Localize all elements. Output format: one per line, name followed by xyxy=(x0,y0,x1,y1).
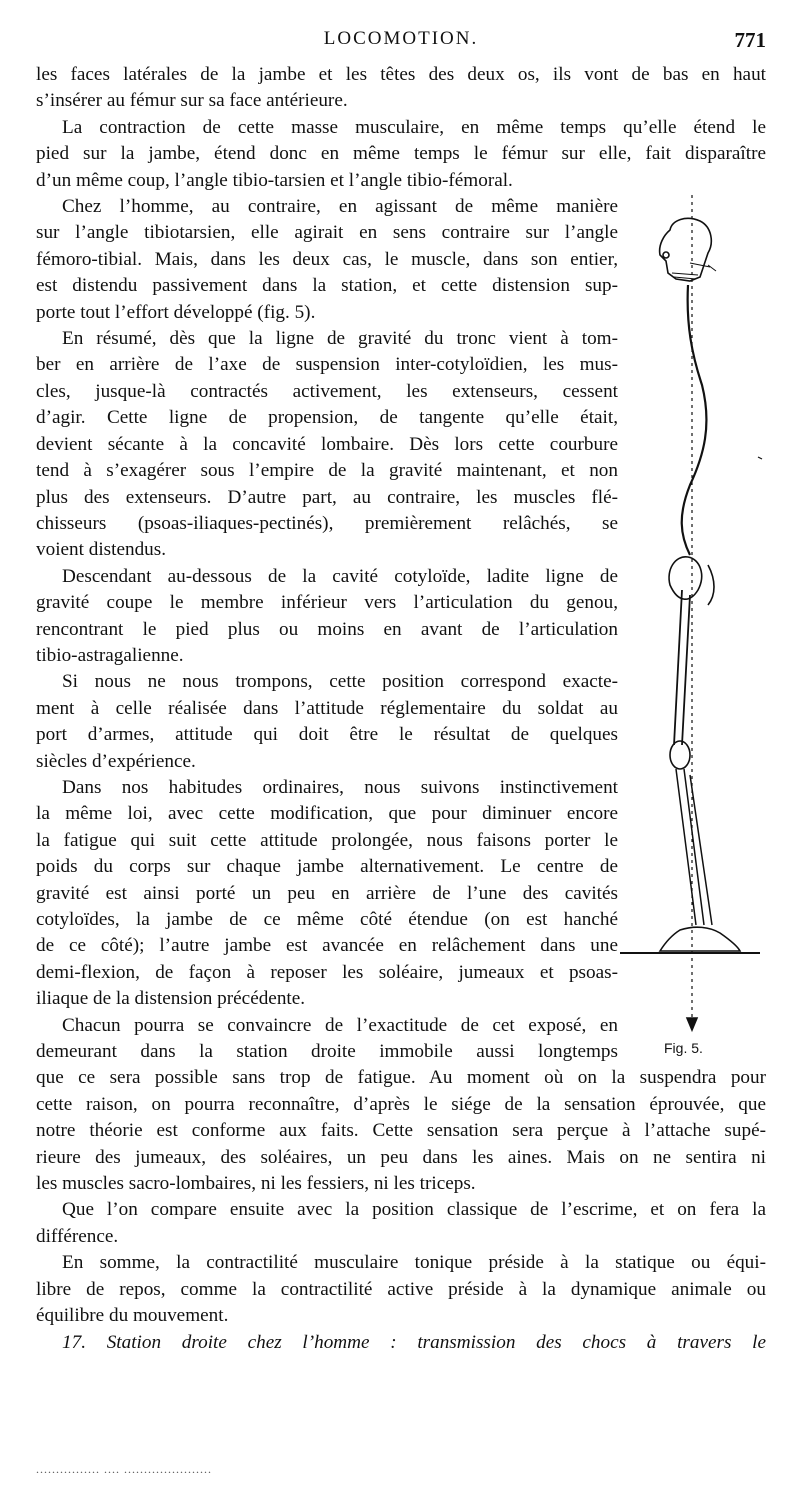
text-line: En somme, la contractilité musculaire tonique préside à la statique ou équi- xyxy=(62,1252,766,1274)
text-line: cotyloïdes, la jambe de ce même côté étendue (on est hanché xyxy=(36,909,618,930)
text-line: les faces latérales de la jambe et les têtes des deux os, ils vont de bas en haut xyxy=(36,64,766,85)
text-line: différence. xyxy=(36,1225,119,1247)
text-line: libre de repos, comme la contractilité active préside à la dynamique animale ou xyxy=(36,1278,766,1300)
text-line: la fatigue qui suit cette attitude prolongée, nous faisons porter le xyxy=(36,829,618,851)
paragraph-9 xyxy=(36,1197,766,1250)
text-line: 17. Station droite chez l’homme : transmission des chocs à travers le xyxy=(62,1331,766,1353)
text-line: gravité coupe le membre inférieur vers l’articulation du genou, xyxy=(36,592,618,614)
paragraph-6 xyxy=(36,669,618,775)
running-header xyxy=(36,28,766,58)
footer-dots: ................ .... ...................... xyxy=(36,1462,212,1476)
text-line: fémoro-tibial. Mais, dans les deux cas, le muscle, dans son entier, xyxy=(36,248,618,270)
paragraph-8-start xyxy=(36,1013,618,1066)
text-line: En résumé, dès que la ligne de gravité du tronc vient à tom- xyxy=(62,328,618,350)
text-line: voient distendus. xyxy=(36,539,167,561)
text-line: notre théorie est conforme aux faits. Cette sensation sera perçue à l’attache supé- xyxy=(36,1120,766,1142)
paragraph-7 xyxy=(36,775,618,1013)
text-line: Dans nos habitudes ordinaires, nous suivons instinctivement xyxy=(62,776,618,798)
text-line: port d’armes, attitude qui doit être le résultat de quelques xyxy=(36,724,618,746)
text-line: s’insérer au fémur sur sa face antérieure. xyxy=(36,90,348,112)
text-line: iliaque de la distension précédente. xyxy=(36,988,306,1010)
text-line: d’agir. Cette ligne de propension, de tangente qu’elle était, xyxy=(36,407,618,429)
text-line: demeurant dans la station droite immobile aussi longtemps xyxy=(36,1041,618,1063)
figure-caption: Fig. 5. xyxy=(664,1040,703,1056)
text-line: cles, jusque-là contractés activement, les extenseurs, cessent xyxy=(36,380,618,402)
paragraph-4 xyxy=(36,326,618,564)
narrow-column xyxy=(36,194,618,1065)
paragraph-5 xyxy=(36,564,618,670)
text-line: tend à s’exagérer sous l’empire de la gravité maintenant, et non xyxy=(36,460,618,482)
text-line: poids du corps sur chaque jambe alternativement. Le centre de xyxy=(36,856,618,878)
text-line: chisseurs (psoas-iliaques-pectinés), premièrement relâchés, se xyxy=(36,512,618,534)
text-line: devient sécante à la concavité lombaire. Dès lors cette courbure xyxy=(36,433,618,455)
text-line: rieure des jumeaux, des soléaires, un peu dans les aines. Mais on ne sentira ni xyxy=(36,1146,766,1168)
text-line: la même loi, avec cette modification, que pour diminuer encore xyxy=(36,803,618,825)
running-title: LOCOMOTION. xyxy=(323,28,479,49)
paragraph-10 xyxy=(36,1250,766,1329)
text-line: porte tout l’effort développé (fig. 5). xyxy=(36,301,316,323)
text-line: équilibre du mouvement. xyxy=(36,1305,229,1327)
text-line: les muscles sacro-lombaires, ni les fessiers, ni les triceps. xyxy=(36,1173,476,1195)
text-line: cette raison, on pourra reconnaître, d’après le siége de la sensation éprouvée, que xyxy=(36,1093,766,1115)
text-line: La contraction de cette masse musculaire, en même temps qu’elle étend le xyxy=(62,116,766,138)
text-line: rencontrant le pied plus ou moins en avant de l’articulation xyxy=(36,618,618,640)
text-line: tibio-astragalienne. xyxy=(36,644,184,666)
text-line: Que l’on compare ensuite avec la position classique de l’escrime, et on fera la xyxy=(62,1199,766,1221)
page-number: 771 xyxy=(734,28,766,52)
skeleton-figure-icon xyxy=(620,185,770,1065)
text-line: Si nous ne nous trompons, cette position correspond exacte- xyxy=(62,671,618,693)
text-line: d’un même coup, l’angle tibio-tarsien et l’angle tibio-fémoral. xyxy=(36,169,513,191)
text-line: sur l’angle tibiotarsien, elle agirait en sens contraire sur l’angle xyxy=(36,222,618,244)
text-line: siècles d’expérience. xyxy=(36,750,196,772)
text-line: Chez l’homme, au contraire, en agissant de même manière xyxy=(62,196,618,218)
text-line: gravité est ainsi porté un peu en arrière de l’une des cavités xyxy=(36,882,618,904)
paragraph-1 xyxy=(36,62,766,115)
text-line: demi-flexion, de façon à reposer les soléaire, jumeaux et psoas- xyxy=(36,961,618,983)
section-heading-17 xyxy=(36,1330,766,1356)
text-line: que ce sera possible sans trop de fatigue. Au moment où on la suspendra pour xyxy=(36,1067,766,1089)
text-line: est distendu passivement dans la station, et cette distension sup- xyxy=(36,275,618,297)
paragraph-8-end xyxy=(36,1065,766,1197)
text-line: Chacun pourra se convaincre de l’exactitude de cet exposé, en xyxy=(62,1014,618,1036)
text-line: ber en arrière de l’axe de suspension inter-cotyloïdien, les mus- xyxy=(36,354,618,376)
paragraph-3 xyxy=(36,194,618,326)
text-line: pied sur la jambe, étend donc en même temps le fémur sur elle, fait disparaître xyxy=(36,143,766,165)
text-line: plus des extenseurs. D’autre part, au contraire, les muscles flé- xyxy=(36,486,618,508)
text-line: de ce côté); l’autre jambe est avancée en relâchement dans une xyxy=(36,935,618,957)
text-line: ment à celle réalisée dans l’attitude réglementaire du soldat au xyxy=(36,697,618,719)
text-line: Descendant au-dessous de la cavité cotyloïde, ladite ligne de xyxy=(62,565,618,587)
paragraph-2 xyxy=(36,115,766,194)
